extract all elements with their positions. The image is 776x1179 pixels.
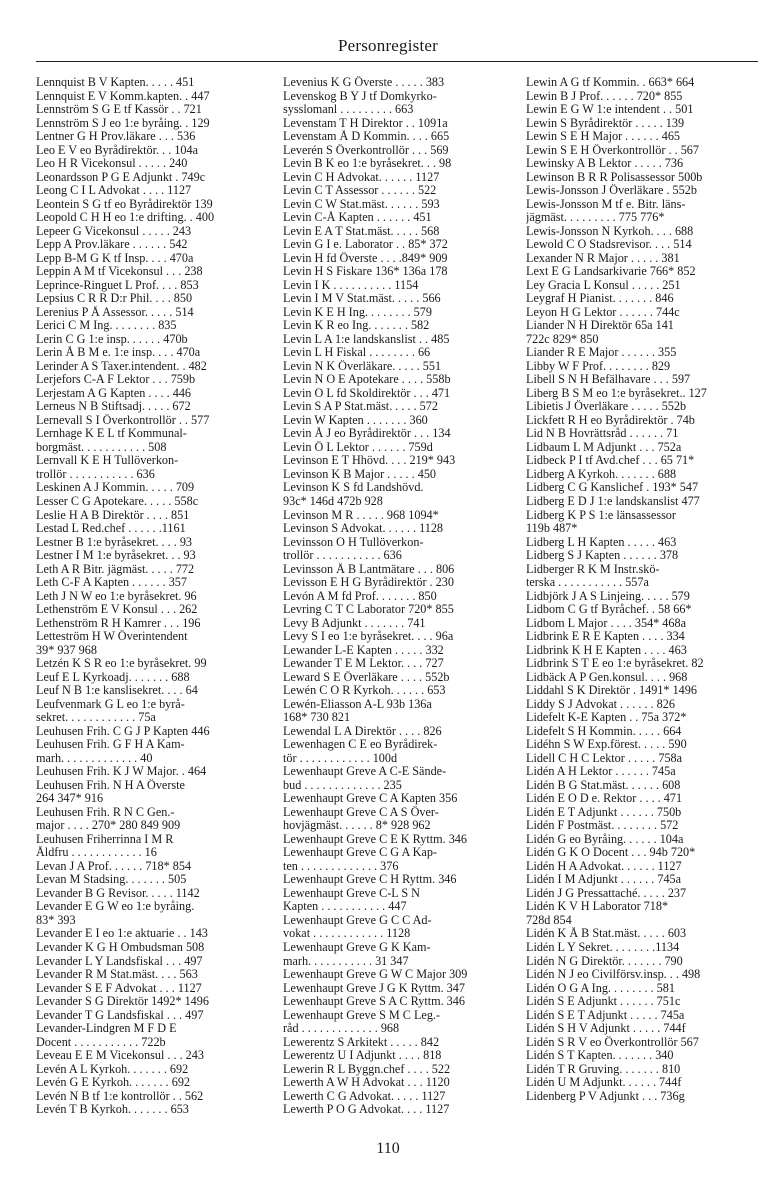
register-entry: Lewenhaupt Greve G W C Major 309: [283, 968, 468, 982]
register-entry: Lerin Å B M e. 1:e insp. . . . 470a: [36, 346, 201, 360]
register-entry: Levin C T Assessor . . . . . . 522: [283, 184, 437, 198]
register-entry: Lidbrink S T E eo 1:e byråsekret. 82: [526, 657, 704, 671]
register-entry: Levinsson Å B Lantmätare . . . 806: [283, 562, 455, 576]
register-entry: 119b 487*: [526, 522, 578, 536]
register-entry: Lidén E T Adjunkt . . . . . . 750b: [526, 805, 682, 819]
register-entry: Lidén L Y Sekret. . . . . . . .1134: [526, 941, 680, 954]
register-entry: Lepeer G Vicekonsul . . . . . 243: [36, 224, 192, 238]
register-entry: Lidberg A Kyrkoh. . . . . . . 688: [526, 467, 677, 481]
register-entry: Leward S E Överläkare . . . . 552b: [283, 670, 450, 684]
register-entry: Levin I M V Stat.mäst. . . . . 566: [283, 292, 441, 306]
register-entry: Levin L H Fiskal . . . . . . . . 66: [283, 346, 431, 360]
register-entry: Docent . . . . . . . . . . . 722b: [36, 1035, 166, 1049]
register-entry: Lidbrink K H E Kapten . . . . 463: [526, 643, 687, 657]
register-entry: Lid N B Hovrättsråd . . . . . . 71: [526, 427, 679, 441]
register-entry: Lewold C O Stadsrevisor. . . . 514: [526, 238, 692, 252]
register-entry: Leygraf H Pianist. . . . . . . 846: [526, 292, 674, 306]
register-entry: Lepp B-M G K tf Insp. . . . 470a: [36, 251, 194, 265]
register-entry: Levy S I eo 1:e byråsekret. . . . 96a: [283, 630, 454, 644]
register-entry: Lewenhaupt Greve S A C Ryttm. 346: [283, 995, 465, 1009]
register-entry: Levander S G Direktör 1492* 1496: [36, 995, 209, 1009]
register-entry: Levin G I e. Laborator . . 85* 372: [283, 238, 448, 252]
register-entry: Levander R M Stat.mäst. . . . 563: [36, 968, 198, 982]
register-entry: Lethenström R H Kamrer . . . 196: [36, 616, 201, 630]
register-entry: Levin K R eo Ing. . . . . . . 582: [283, 319, 430, 333]
register-entry: Levenstam Å D Kommin. . . . 665: [283, 130, 450, 144]
register-entry: Lidéhn S W Exp.förest. . . . . 590: [526, 738, 687, 752]
register-entry: Levin W Kapten . . . . . . . 360: [283, 413, 428, 427]
register-entry: Lestad L Red.chef . . . . . .1161: [36, 522, 186, 536]
register-entry: Levander E I eo 1:e aktuarie . . 143: [36, 927, 208, 941]
register-entry: trollör . . . . . . . . . . . 636: [36, 467, 155, 481]
register-entry: trollör . . . . . . . . . . . 636: [283, 549, 402, 563]
register-entry: Lewinson B R R Polisassessor 500b: [526, 170, 703, 184]
register-entry: Lidén J G Pressattaché. . . . . 237: [526, 886, 687, 900]
register-entry: Liander R E Major . . . . . . 355: [526, 346, 677, 360]
register-entry: Lidén S E T Adjunkt . . . . . 745a: [526, 1008, 685, 1022]
register-entry: Lidén A H Lektor . . . . . . 745a: [526, 765, 676, 779]
register-entry: Levinsson O H Tullöverkon-: [283, 535, 424, 549]
register-entry: Leth A R Bitr. jägmäst. . . . . 772: [36, 562, 195, 576]
register-entry: Levan J A Prof. . . . . . 718* 854: [36, 859, 192, 873]
register-entry: Levisson E H G Byrådirektör . 230: [283, 576, 454, 590]
register-entry: Levan M Stadsing. . . . . . . 505: [36, 873, 187, 887]
register-entry: Lepsius C R R D:r Phil. . . . 850: [36, 292, 193, 306]
register-entry: Lickfett R H eo Byrådirektör . 74b: [526, 413, 695, 427]
register-entry: Lidbom L Major . . . . 354* 468a: [526, 616, 686, 630]
register-entry: Levén T B Kyrkoh. . . . . . . 653: [36, 1103, 189, 1117]
register-entry: Levander T G Landsfiskal . . . 497: [36, 1008, 204, 1022]
register-entry: Lethenström E V Konsul . . . 262: [36, 603, 198, 617]
register-entry: Lidén B G Stat.mäst. . . . . . 608: [526, 778, 681, 792]
register-entry: Lennquist B V Kapten. . . . . 451: [36, 76, 195, 89]
register-entry: Levén N B tf 1:e kontrollör . . 562: [36, 1089, 204, 1103]
register-entry: Lidefelt S H Kommin. . . . . 664: [526, 724, 682, 738]
register-entry: Lewerth P O G Advokat. . . . 1127: [283, 1103, 450, 1117]
register-entry: marh. . . . . . . . . . . 31 347: [283, 954, 409, 968]
register-entry: Levin Ö L Lektor . . . . . . 759d: [283, 440, 433, 454]
register-entry: hovjägmäst. . . . . . 8* 928 962: [283, 819, 431, 833]
register-entry: Libietis J Överläkare . . . . . 552b: [526, 400, 687, 414]
register-entry: Lidén S E Adjunkt . . . . . . 751c: [526, 995, 681, 1009]
register-entry: Lewendal L A Direktör . . . . 826: [283, 724, 442, 738]
register-entry: Levin C H Advokat. . . . . . 1127: [283, 170, 440, 184]
register-entry: Lidell C H C Lektor . . . . . 758a: [526, 751, 683, 765]
register-entry: Levander S E F Advokat . . . 1127: [36, 981, 202, 995]
register-entry: Lennström S J eo 1:e byråing. . 129: [36, 116, 210, 130]
register-entry: Leuhusen Frih. N H A Överste: [36, 778, 185, 792]
register-entry: Lerici C M Ing. . . . . . . . 835: [36, 319, 177, 333]
register-entry: Lidberg E D J 1:e landskanslist 477: [526, 494, 700, 508]
register-entry: Lewerentz U I Adjunkt . . . . 818: [283, 1049, 442, 1063]
register-entry: Leth C-F A Kapten . . . . . . 357: [36, 576, 187, 590]
register-entry: Lidbom C G tf Byråchef. . 58 66*: [526, 603, 692, 617]
register-entry: Leuhusen Friherrinna I M R: [36, 832, 174, 846]
register-entry: Lidén N G Direktör. . . . . . . 790: [526, 954, 683, 968]
register-entry: Lidén T R Gruving. . . . . . . 810: [526, 1062, 681, 1076]
register-entry: Lerin C G 1:e insp. . . . . . 470b: [36, 332, 188, 346]
register-entry: Lidberg L H Kapten . . . . . 463: [526, 535, 677, 549]
register-entry: Libby W F Prof. . . . . . . . 829: [526, 359, 671, 373]
register-entry: 83* 393: [36, 913, 76, 927]
register-entry: Lewenhaupt Greve S M C Leg.-: [283, 1008, 441, 1022]
register-entry: Leverén S Överkontrollör . . . 569: [283, 143, 449, 157]
register-entry: Lerenius P Å Assessor. . . . . 514: [36, 305, 194, 319]
register-entry: Lerjefors C-A F Lektor . . . 759b: [36, 373, 196, 387]
register-entry: Leth J N W eo 1:e byråsekret. 96: [36, 589, 197, 603]
register-entry: Lewin S Byrådirektör . . . . . 139: [526, 116, 685, 130]
register-entry: Lidbjörk J A S Linjeing. . . . . 579: [526, 589, 690, 603]
register-entry: Leonardsson P G E Adjunkt . 749c: [36, 170, 206, 184]
register-entry: Lidén K V H Laborator 718*: [526, 900, 669, 914]
register-entry: Levander L Y Landsfiskal . . . 497: [36, 954, 203, 968]
register-entry: Lewenhagen C E eo Byrådirek-: [283, 738, 438, 752]
register-entry: Lewenhaupt Greve C A S Över-: [283, 805, 439, 819]
register-entry: Leuf E L Kyrkoadj. . . . . . . 688: [36, 670, 190, 684]
register-entry: 39* 937 968: [36, 643, 97, 657]
register-entry: Lidbeck P I tf Avd.chef . . . 65 71*: [526, 454, 695, 468]
register-entry: Lewin S E H Överkontrollör . . 567: [526, 143, 699, 157]
register-entry: Leo H R Vicekonsul . . . . . 240: [36, 157, 188, 171]
register-entry: Lerjestam A G Kapten . . . . 446: [36, 386, 192, 400]
register-entry: Levander B G Revisor. . . . . 1142: [36, 886, 200, 900]
register-entry: Lewenhaupt Greve C H Ryttm. 346: [283, 873, 457, 887]
register-entry: Lidbäck A P Gen.konsul. . . . 968: [526, 670, 688, 684]
register-entry: Leo E V eo Byrådirektör. . . 104a: [36, 143, 199, 157]
register-entry: 722c 829* 850: [526, 332, 599, 346]
register-entry: marh. . . . . . . . . . . . . 40: [36, 751, 153, 765]
register-entry: Liberg B S M eo 1:e byråsekret.. 127: [526, 386, 707, 400]
register-entry: Levin N K Överläkare. . . . . 551: [283, 359, 442, 373]
register-entry: Lidefelt K-E Kapten . . 75a 372*: [526, 711, 687, 725]
register-entry: Levin S A P Stat.mäst. . . . . 572: [283, 400, 438, 414]
register-entry: Levin L A 1:e landskanslist . . 485: [283, 332, 450, 346]
register-entry: Liddy S J Advokat . . . . . . 826: [526, 697, 675, 711]
register-entry: Lidberger R K M Instr.skö-: [526, 562, 660, 576]
register-entry: Levinson E T Hhövd. . . . 219* 943: [283, 454, 456, 468]
register-entry: tör . . . . . . . . . . . . 100d: [283, 751, 398, 765]
register-entry: Lewenhaupt Greve C A Kapten 356: [283, 792, 458, 806]
page-number: 110: [376, 1140, 400, 1157]
register-entry: Leuhusen Frih. G F H A Kam-: [36, 738, 185, 752]
register-entry: jägmäst. . . . . . . . . 775 776*: [526, 211, 665, 225]
register-entry: Kapten . . . . . . . . . . . 447: [283, 900, 407, 914]
register-entry: Leontein S G tf eo Byrådirektör 139: [36, 197, 213, 211]
register-entry: Lidenberg P V Adjunkt . . . 736g: [526, 1089, 685, 1103]
register-entry: Lidén H A Advokat. . . . . . 1127: [526, 859, 682, 873]
register-entry: Lewenhaupt Greve J G K Ryttm. 347: [283, 981, 465, 995]
register-entry: Leufvenmark G L eo 1:e byrå-: [36, 697, 185, 711]
register-entry: Lewenhaupt Greve C E K Ryttm. 346: [283, 832, 467, 846]
register-entry: sysslomanl . . . . . . . . . 663: [283, 103, 414, 117]
register-entry: Lidén I M Adjunkt . . . . . . 745a: [526, 873, 682, 887]
register-entry: Levander-Lindgren M F D E: [36, 1022, 177, 1036]
register-entry: Levin H fd Överste . . . .849* 909: [283, 251, 448, 265]
register-entry: Levin C-Å Kapten . . . . . . 451: [283, 211, 432, 225]
register-entry: vokat . . . . . . . . . . . . 1128: [283, 927, 411, 941]
register-entry: Leveau E E M Vicekonsul . . . 243: [36, 1049, 204, 1063]
register-entry: Leprince-Ringuet L Prof. . . . 853: [36, 278, 199, 292]
register-entry: Lidén S R V eo Överkontrollör 567: [526, 1035, 699, 1049]
register-entry: Levinson K S fd Landshövd.: [283, 481, 424, 495]
header-rule: [36, 61, 758, 62]
register-entry: Lewerth C G Advokat. . . . . 1127: [283, 1089, 446, 1103]
register-entry: Ley Gracia L Konsul . . . . . 251: [526, 278, 681, 292]
register-entry: Lewerin R L Byggn.chef . . . . 522: [283, 1062, 451, 1076]
register-entry: Lewander L-E Kapten . . . . . 332: [283, 643, 444, 657]
register-entry: Lewerth A W H Advokat . . . 1120: [283, 1076, 450, 1090]
register-entry: Lewerentz S Arkitekt . . . . . 842: [283, 1035, 440, 1049]
register-entry: Lewenhaupt Greve C-L S N: [283, 886, 420, 900]
register-entry: Levinson S Advokat. . . . . . 1128: [283, 522, 444, 536]
register-entry: Lidén K Å B Stat.mäst. . . . . 603: [526, 927, 687, 941]
register-entry: Leppin A M tf Vicekonsul . . . 238: [36, 265, 203, 279]
register-entry: Lidén N J eo Civilförsv.insp. . . 498: [526, 968, 701, 982]
register-entry: ten . . . . . . . . . . . . . 376: [283, 859, 399, 873]
register-entry: Lewén C O R Kyrkoh. . . . . . 653: [283, 684, 446, 698]
register-entry: sekret. . . . . . . . . . . . 75a: [36, 711, 156, 725]
register-entry: Lernevall S I Överkontrollör . . 577: [36, 413, 210, 427]
register-entry: Levén G E Kyrkoh. . . . . . . 692: [36, 1076, 191, 1090]
register-entry: Lext E G Landsarkivarie 766* 852: [526, 265, 696, 279]
register-entry: Lidén G eo Byråing. . . . . . 104a: [526, 832, 684, 846]
register-entry: Lewin A G tf Kommin. . 663* 664: [526, 76, 695, 89]
register-entry: Leslie H A B Direktör . . . . 851: [36, 508, 190, 522]
register-entry: Leong C I L Advokat . . . . 1127: [36, 184, 192, 198]
register-entry: Lidberg S J Kapten . . . . . . 378: [526, 549, 679, 563]
register-entry: borgmäst. . . . . . . . . . . 508: [36, 440, 167, 454]
register-entry: Levenius K G Överste . . . . . 383: [283, 76, 445, 89]
register-entry: Lidén S T Kapten. . . . . . . 340: [526, 1049, 674, 1063]
register-entry: Lewenhaupt Greve A C-E Sände-: [283, 765, 447, 779]
register-entry: Levén A L Kyrkoh. . . . . . . 692: [36, 1062, 189, 1076]
register-entry: Lewander T E M Lektor. . . . 727: [283, 657, 444, 671]
register-entry: Levin N O E Apotekare . . . . 558b: [283, 373, 451, 387]
register-entry: Levin E A T Stat.mäst. . . . . 568: [283, 224, 440, 238]
register-column-3: [526, 76, 762, 1103]
register-entry: Levenstam T H Direktor . . 1091a: [283, 116, 448, 130]
register-entry: Levin K E H Ing. . . . . . . . 579: [283, 305, 432, 319]
register-entry: Levy B Adjunkt . . . . . . . 741: [283, 616, 426, 630]
register-entry: Lidberg C G Kanslichef . 193* 547: [526, 481, 699, 495]
register-entry: Lexander N R Major . . . . . 381: [526, 251, 680, 265]
register-entry: Leuhusen Frih. K J W Major. . 464: [36, 765, 207, 779]
register-entry: Lidén G K O Docent . . . 94b 720*: [526, 846, 696, 860]
register-entry: Lernvall K E H Tullöverkon-: [36, 454, 179, 468]
register-entry: Lewenhaupt Greve G K Kam-: [283, 941, 431, 954]
register-entry: Lerneus N B Stiftsadj. . . . . 672: [36, 400, 191, 414]
register-entry: Lidén E O D e. Rektor . . . . 471: [526, 792, 683, 806]
register-entry: Lidén F Postmäst. . . . . . . . 572: [526, 819, 679, 833]
register-entry: Levin H S Fiskare 136* 136a 178: [283, 265, 448, 279]
register-entry: Lewin S E H Major . . . . . . 465: [526, 130, 681, 144]
register-entry: Letteström H W Överintendent: [36, 630, 188, 644]
register-entry: Leuhusen Frih. R N C Gen.-: [36, 805, 175, 819]
register-entry: Lestner I M 1:e byråsekret. . . 93: [36, 549, 196, 563]
register-entry: 93c* 146d 472b 928: [283, 494, 383, 508]
register-entry: Lewenhaupt Greve G C C Ad-: [283, 913, 432, 927]
register-entry: Liddahl S K Direktör . 1491* 1496: [526, 684, 697, 698]
register-entry: Lepp A Prov.läkare . . . . . . 542: [36, 238, 188, 252]
register-entry: Lernhage K E L tf Kommunal-: [36, 427, 187, 441]
register-entry: Levander E G W eo 1:e byråing.: [36, 900, 195, 914]
register-entry: Lewenhaupt Greve C G A Kap-: [283, 846, 437, 860]
register-entry: Lewén-Eliasson A-L 93b 136a: [283, 697, 432, 711]
register-entry: Lidberg K P S 1:e länsassessor: [526, 508, 676, 522]
register-entry: 264 347* 916: [36, 792, 104, 806]
register-entry: Lewis-Jonsson M tf e. Bitr. läns-: [526, 197, 686, 211]
register-entry: major . . . . 270* 280 849 909: [36, 819, 181, 833]
register-entry: Letzén K S R eo 1:e byråsekret. 99: [36, 657, 207, 671]
register-entry: Lewin B J Prof. . . . . . 720* 855: [526, 89, 683, 103]
register-entry: Lentner G H Prov.läkare . . . 536: [36, 130, 196, 144]
register-entry: bud . . . . . . . . . . . . . 235: [283, 778, 402, 792]
register-entry: Levring C T C Laborator 720* 855: [283, 603, 454, 617]
register-entry: Lerinder A S Taxer.intendent. . 482: [36, 359, 207, 373]
register-entry: Lidbaum L M Adjunkt . . . 752a: [526, 440, 682, 454]
register-entry: Lewis-Jonsson N Kyrkoh. . . . 688: [526, 224, 694, 238]
register-entry: Liander N H Direktör 65a 141: [526, 319, 674, 333]
register-entry: Lesser C G Apotekare. . . . . 558c: [36, 494, 199, 508]
register-entry: råd . . . . . . . . . . . . . 968: [283, 1022, 400, 1036]
register-entry: 728d 854: [526, 913, 572, 927]
register-entry: Åldfru . . . . . . . . . . . . 16: [36, 846, 157, 860]
register-entry: Leskinen A J Kommin. . . . . 709: [36, 481, 195, 495]
register-entry: Levin Å J eo Byrådirektör . . . 134: [283, 427, 451, 441]
register-entry: Levin C W Stat.mäst. . . . . . 593: [283, 197, 440, 211]
register-entry: Levin I K . . . . . . . . . . 1154: [283, 278, 419, 292]
register-entry: Levón A M fd Prof. . . . . . . 850: [283, 589, 437, 603]
register-entry: Leuf N B 1:e kanslisekret. . . . 64: [36, 684, 198, 698]
register-entry: Levander K G H Ombudsman 508: [36, 941, 205, 954]
register-entry: Lidbrink E R E Kapten . . . . 334: [526, 630, 685, 644]
register-entry: Levenskog B Y J tf Domkyrko-: [283, 89, 437, 103]
register-entry: Leopold C H H eo 1:e drifting. . 400: [36, 211, 215, 225]
register-entry: Lewis-Jonsson J Överläkare . 552b: [526, 184, 697, 198]
register-column-2: [283, 76, 519, 1117]
register-entry: Lidén O G A Ing. . . . . . . . 581: [526, 981, 675, 995]
register-column-1: [36, 76, 272, 1117]
register-entry: Leyon H G Lektor . . . . . . 744c: [526, 305, 680, 319]
register-entry: Lennström S G E tf Kassör . . 721: [36, 103, 202, 117]
register-entry: Lidén S H V Adjunkt . . . . . 744f: [526, 1022, 686, 1036]
register-entry: Libell S N H Befälhavare . . . 597: [526, 373, 691, 387]
register-entry: 168* 730 821: [283, 711, 351, 725]
register-entry: Levinson M R . . . . . 968 1094*: [283, 508, 439, 522]
register-entry: Levinson K B Major . . . . . 450: [283, 467, 437, 481]
register-entry: terska . . . . . . . . . . . 557a: [526, 576, 649, 590]
register-entry: Leuhusen Frih. C G J P Kapten 446: [36, 724, 210, 738]
page-title: Personregister: [337, 36, 439, 55]
register-entry: Lennquist E V Komm.kapten. . 447: [36, 89, 210, 103]
register-entry: Levin O L fd Skoldirektör . . . 471: [283, 386, 451, 400]
register-entry: Lidén U M Adjunkt. . . . . . 744f: [526, 1076, 682, 1090]
register-entry: Lewinsky A B Lektor . . . . . 736: [526, 157, 684, 171]
register-entry: Levin B K eo 1:e byråsekret. . . 98: [283, 157, 452, 171]
register-entry: Lestner B 1:e byråsekret. . . . 93: [36, 535, 193, 549]
register-entry: Lewin E G W 1:e intendent . . 501: [526, 103, 694, 117]
